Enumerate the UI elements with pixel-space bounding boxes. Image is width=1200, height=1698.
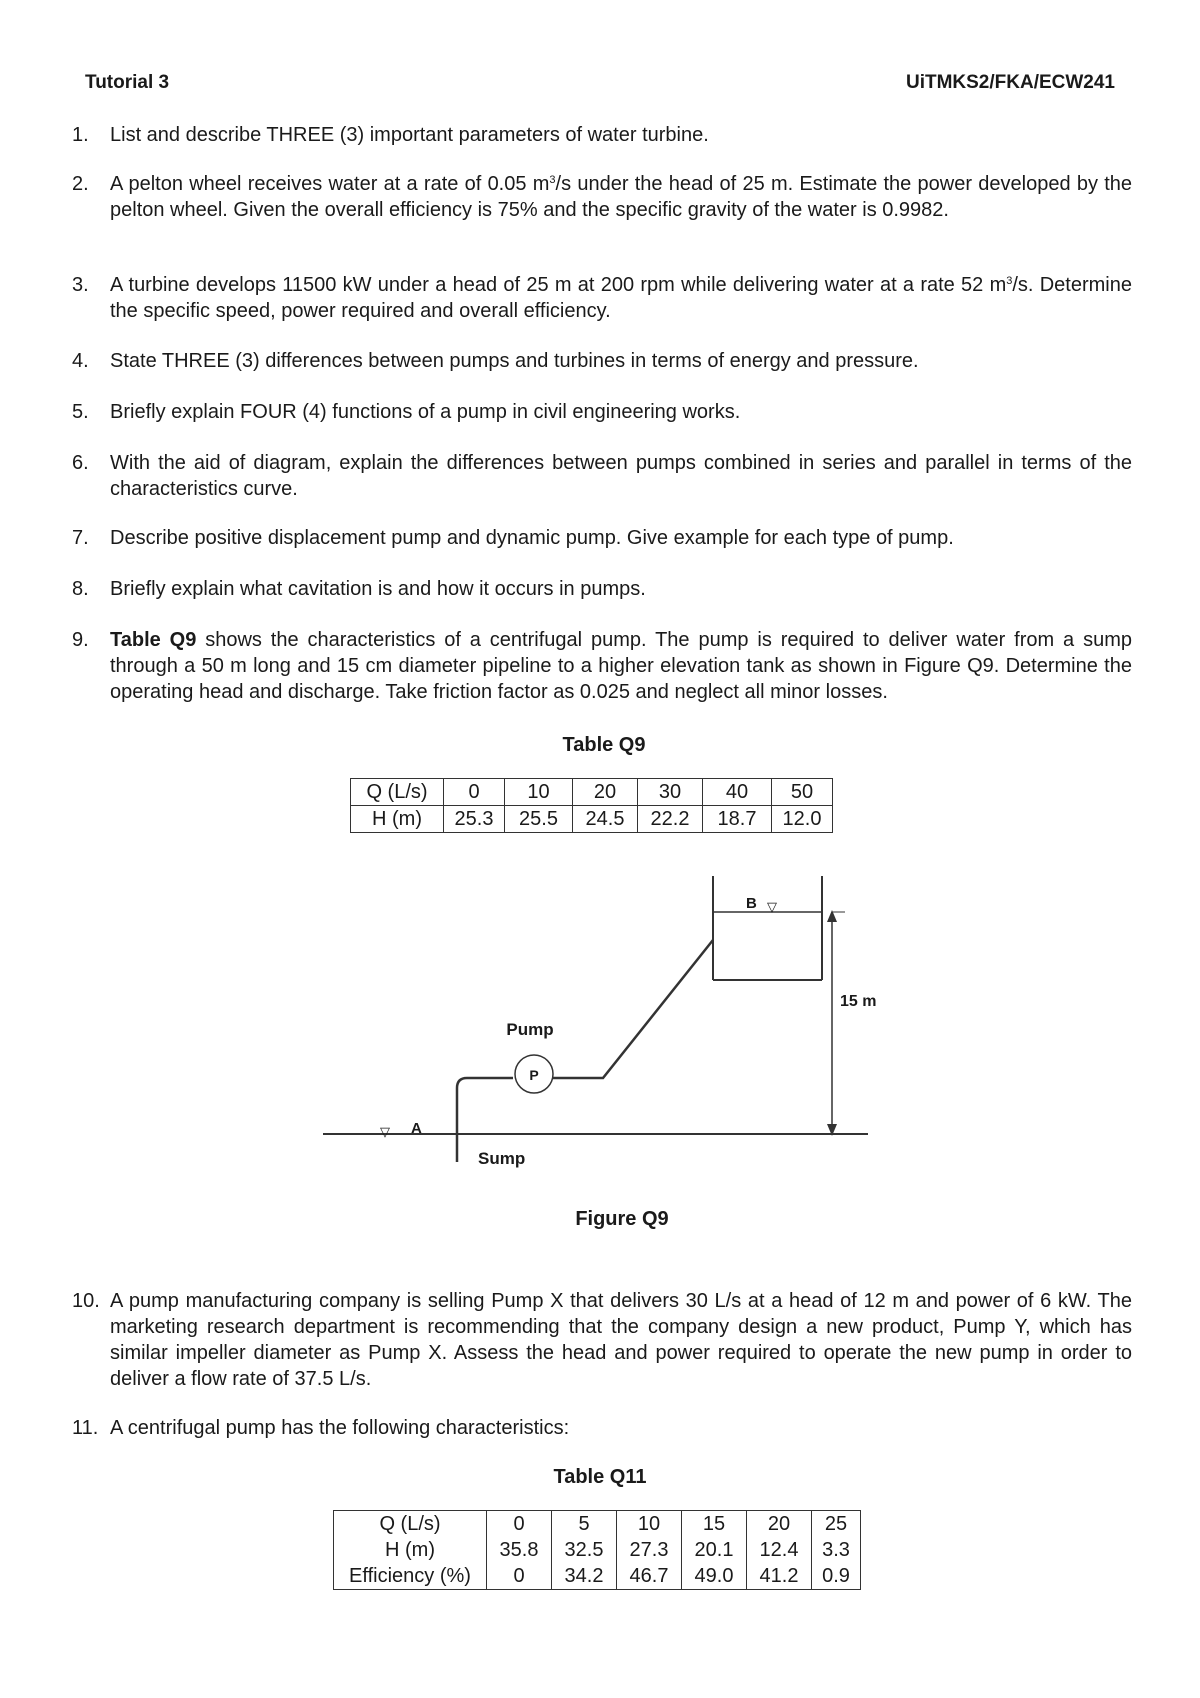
table-cell: 0 (487, 1511, 552, 1538)
table-cell: 3.3 (812, 1537, 861, 1563)
table-cell: 15 (682, 1511, 747, 1538)
pump-symbol-label: P (529, 1067, 539, 1083)
table-q9-caption: Table Q9 (562, 734, 646, 756)
question-number: 1. (72, 124, 89, 146)
table-cell: 27.3 (617, 1537, 682, 1563)
pump-label: Pump (506, 1020, 554, 1039)
table-cell: 12.0 (772, 806, 833, 833)
table-cell: 20.1 (682, 1537, 747, 1563)
table-cell: 25.5 (505, 806, 573, 833)
table-cell: H (m) (334, 1537, 487, 1563)
table-cell: 20 (573, 779, 638, 806)
question-number: 4. (72, 350, 89, 372)
water-surface-a-icon: ▽ (380, 1124, 390, 1139)
table-cell: 24.5 (573, 806, 638, 833)
sump-label: Sump (478, 1149, 526, 1168)
point-b-label: B (746, 895, 757, 912)
table-cell: 30 (638, 779, 703, 806)
table-q11-caption: Table Q11 (553, 1466, 647, 1488)
question-number: 11. (72, 1417, 99, 1439)
question-10 (72, 1288, 1132, 1392)
question-text: A pelton wheel receives water at a rate of 0.05 $m^3/s$ under the head of 25 m. Estimate the power developed by the pelton wheel. Given the overall efficiency is 75% and the specific gravity of the water is 0.9982. (110, 173, 1132, 221)
question-number: 10. (72, 1290, 100, 1312)
table-cell: 10 (617, 1511, 682, 1538)
table-cell: 18.7 (703, 806, 772, 833)
question-text: A centrifugal pump has the following characteristics: (110, 1417, 570, 1439)
table-row (334, 1537, 861, 1563)
table-cell: 35.8 (487, 1537, 552, 1563)
table-cell: Q (L/s) (334, 1511, 487, 1538)
table-cell: 40 (703, 779, 772, 806)
tutorial-title: Tutorial 3 (85, 72, 170, 93)
table-cell: 20 (747, 1511, 812, 1538)
point-a-label: A (411, 1120, 422, 1137)
question-text: A pump manufacturing company is selling Pump X that delivers 30 L/s at a head of 12 m and power of 6 kW. The marketing research department is recommending that the company design a new product, Pump Y, which has similar impeller diameter as Pump X. Assess the head and power required to operate the new pump in order to deliver a flow rate of 37.5 L/s. (110, 1290, 1132, 1390)
height-label: 15 m (840, 993, 877, 1010)
question-text: Briefly explain FOUR (4) functions of a pump in civil engineering works. (110, 401, 741, 423)
question-text: Briefly explain what cavitation is and how it occurs in pumps. (110, 578, 646, 600)
table-cell: 50 (772, 779, 833, 806)
table-cell: 46.7 (617, 1563, 682, 1590)
table-cell: 22.2 (638, 806, 703, 833)
table-cell: H (m) (351, 806, 444, 833)
question-text: With the aid of diagram, explain the differences between pumps combined in series and parallel in terms of the characteristics curve. (110, 452, 1132, 500)
table-cell: 12.4 (747, 1537, 812, 1563)
water-surface-b-icon: ▽ (767, 899, 777, 914)
table-cell: Q (L/s) (351, 779, 444, 806)
table-cell: 25 (812, 1511, 861, 1538)
figure-q9-caption: Figure Q9 (575, 1208, 669, 1230)
question-text: List and describe THREE (3) important parameters of water turbine. (110, 124, 709, 146)
table-cell: 25.3 (444, 806, 505, 833)
question-11 (72, 1415, 1132, 1441)
delivery-pipe (553, 940, 713, 1078)
course-code: UiTMKS2/FKA/ECW241 (905, 72, 1115, 93)
table-cell: 10 (505, 779, 573, 806)
table-cell: 0 (444, 779, 505, 806)
table-cell: 49.0 (682, 1563, 747, 1590)
table-cell: 0 (487, 1563, 552, 1590)
table-cell: 5 (552, 1511, 617, 1538)
table-cell: 0.9 (812, 1563, 861, 1590)
table-cell: Efficiency (%) (334, 1563, 487, 1590)
question-text: A turbine develops 11500 kW under a head of 25 m at 200 rpm while delivering water at a rate 52 $m^3/s$. Determine the specific speed, power required and overall efficiency. (110, 274, 1132, 322)
question-number: 9. (72, 629, 89, 651)
question-text: Table Q9 shows the characteristics of a centrifugal pump. The pump is required to deliver water from a sump through a 50 m long and 15 cm diameter pipeline to a higher elevation tank as shown in Figure Q9. Determine the operating head and discharge. Take friction factor as 0.025 and neglect all minor losses. (110, 629, 1132, 703)
question-number: 6. (72, 452, 89, 474)
table-row (334, 1563, 861, 1590)
question-text: Describe positive displacement pump and dynamic pump. Give example for each type of pump. (110, 527, 954, 549)
table-row (334, 1511, 861, 1538)
question-number: 5. (72, 401, 89, 423)
table-cell: 32.5 (552, 1537, 617, 1563)
question-number: 3. (72, 274, 89, 296)
table-cell: 41.2 (747, 1563, 812, 1590)
question-text: State THREE (3) differences between pumps and turbines in terms of energy and pressure. (110, 350, 919, 372)
table-q11 (333, 1510, 861, 1590)
table-cell: 34.2 (552, 1563, 617, 1590)
question-number: 8. (72, 578, 89, 600)
question-number: 7. (72, 527, 89, 549)
question-number: 2. (72, 173, 89, 195)
